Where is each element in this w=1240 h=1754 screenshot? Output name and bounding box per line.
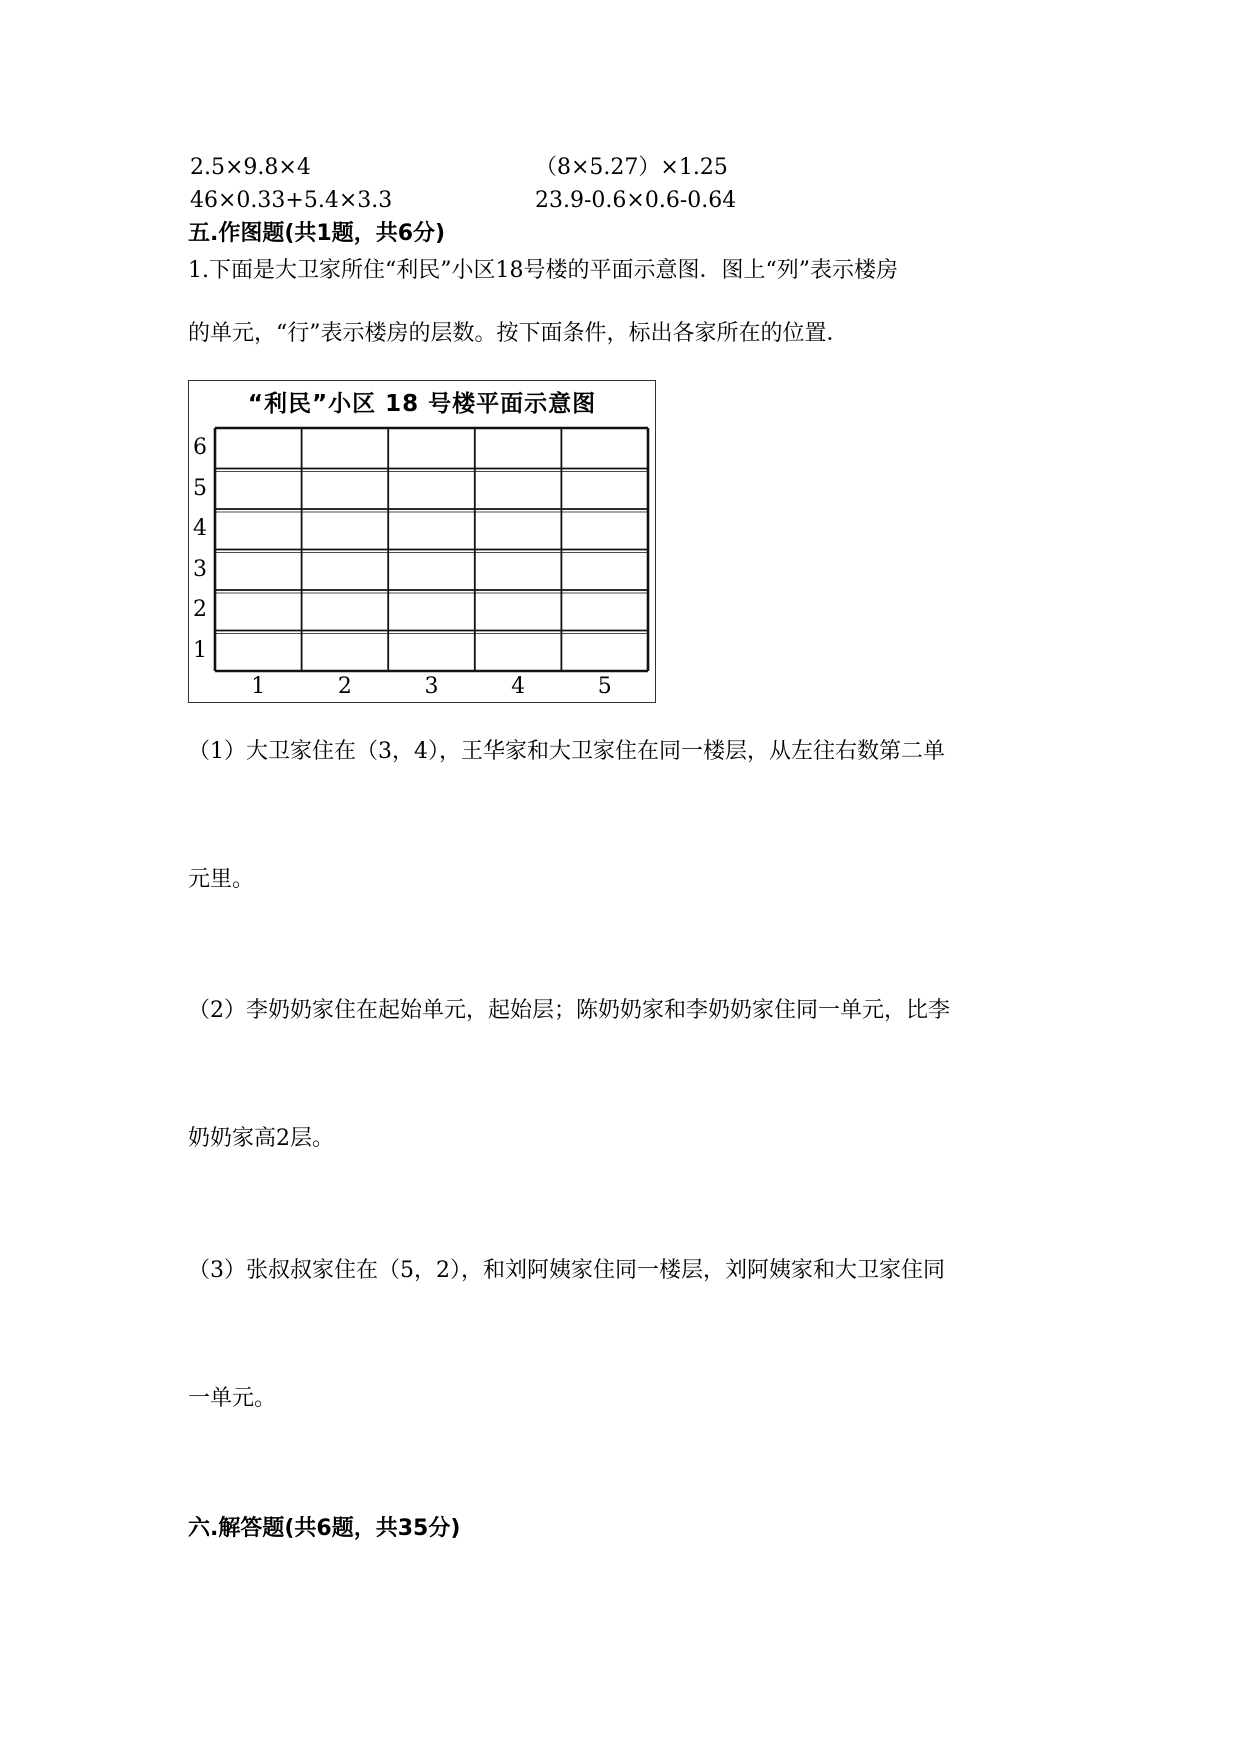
section5-heading: 五.作图题(共1题，共6分) (188, 221, 446, 246)
item1-line-2: 元里。 (188, 867, 255, 892)
calc-expression-1: 2.5×9.8×4 (190, 155, 311, 180)
question-line-1: 1.下面是大卫家所住“利民”小区18号楼的平面示意图．图上“列”表示楼房 (188, 258, 898, 283)
figure-title: “利民”小区 18 号楼平面示意图 (247, 391, 597, 417)
column-label: 5 (597, 674, 612, 699)
row-label: 1 (193, 637, 207, 663)
floor-plan-grid (189, 381, 657, 704)
row-label: 4 (193, 516, 207, 542)
row-label: 2 (193, 597, 207, 623)
column-label: 3 (424, 674, 439, 699)
row-label: 5 (193, 475, 207, 501)
item2-line-2: 奶奶家高2层。 (188, 1126, 334, 1151)
item3-line-2: 一单元。 (188, 1386, 277, 1411)
row-label: 3 (193, 556, 207, 582)
item2-line-1: （2）李奶奶家住在起始单元，起始层；陈奶奶家和李奶奶家住同一单元，比李 (188, 998, 950, 1023)
calc-expression-3: 46×0.33+5.4×3.3 (190, 188, 393, 213)
column-label: 2 (337, 674, 352, 699)
column-label: 4 (511, 674, 526, 699)
calc-expression-2: （8×5.27）×1.25 (535, 155, 728, 180)
column-label: 1 (251, 674, 266, 699)
item3-line-1: （3）张叔叔家住在（5，2），和刘阿姨家住同一楼层，刘阿姨家和大卫家住同 (188, 1258, 945, 1283)
row-label: 6 (193, 435, 207, 461)
item1-line-1: （1）大卫家住在（3，4），王华家和大卫家住在同一楼层，从左往右数第二单 (188, 739, 945, 764)
section6-heading: 六.解答题(共6题，共35分) (188, 1516, 461, 1541)
question-line-2: 的单元，“行”表示楼房的层数。按下面条件，标出各家所在的位置． (188, 321, 849, 346)
floor-plan-figure (188, 380, 656, 703)
calc-expression-4: 23.9-0.6×0.6-0.64 (535, 188, 737, 213)
